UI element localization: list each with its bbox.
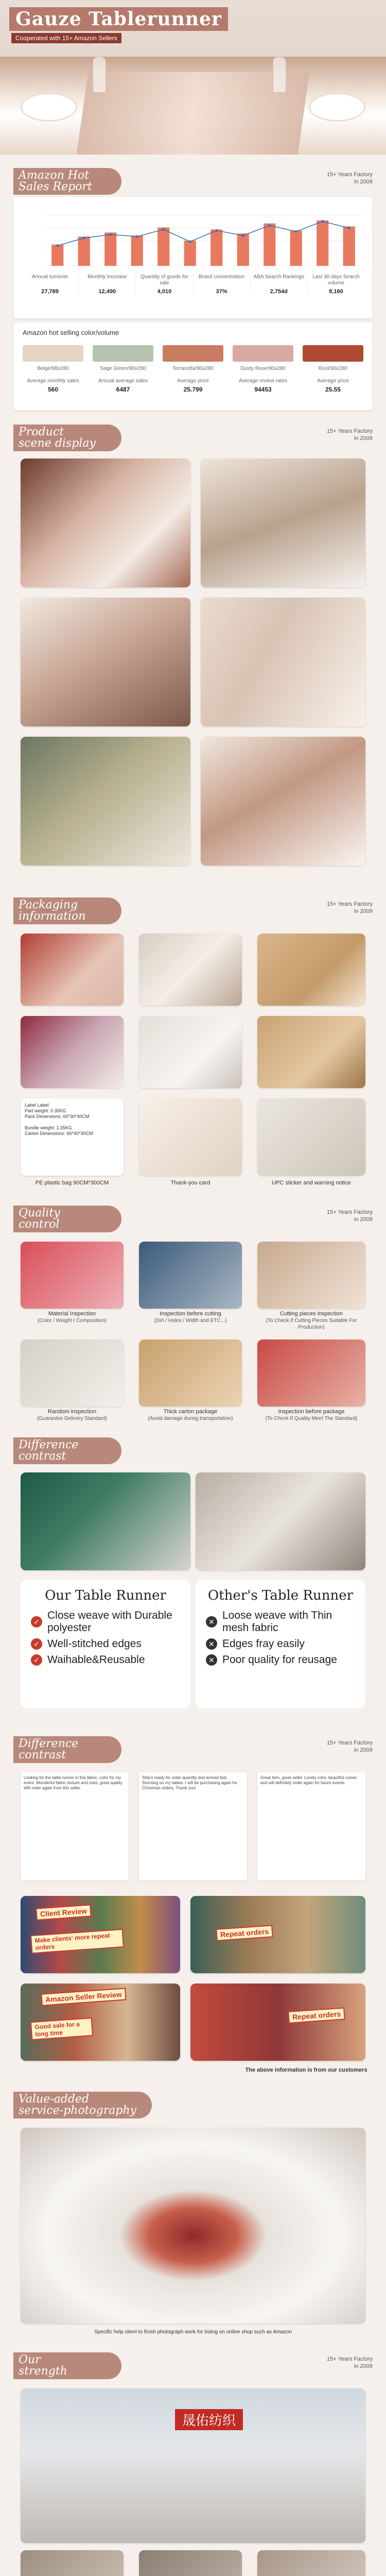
quality-photo [139, 1242, 242, 1309]
quality-caption [257, 1409, 365, 1422]
rust-runner-photo [190, 1984, 365, 2061]
packaging-label: Label Label Part weight: 0.35KG Pack Dimensions: 60*30*40CM Bundle weight: 1.35KG Carton Dimensions: 60*40*30CM [21, 1098, 124, 1176]
swatch-name: Rust/90x280 [318, 366, 348, 371]
bar [78, 236, 90, 266]
cross-icon: ✕ [206, 1616, 217, 1628]
kpi-value: 12,490 [98, 289, 116, 295]
swatch-name: Sage Green/90x280 [100, 366, 146, 371]
packaging-photo [257, 1016, 365, 1088]
kpi-label: Annual turnover [31, 274, 68, 280]
swatch-stats-row [23, 378, 363, 393]
quality-photo [21, 1340, 124, 1406]
glass-image [273, 57, 286, 93]
meta-line1: 15+ Years Factory [327, 901, 373, 907]
kpi-label: Quantity of goods for sale [141, 274, 188, 286]
factory-floor-photo [21, 2550, 124, 2576]
section-header-reviews [0, 1736, 386, 1765]
section-title-line1: Value-added [19, 2093, 90, 2106]
swatch-stat-label: Annual average sales [98, 378, 148, 384]
packaging-caption: PE plastic bag 90CM*300CM [35, 1180, 109, 1186]
scene-photo [201, 737, 365, 866]
swatch-name: Dusty Rose/90x280 [240, 366, 286, 371]
feature-label: Loose weave with Thin mesh fabric [222, 1609, 332, 1634]
packaging-caption: UPC sticker and warning notice [272, 1180, 351, 1186]
swatch-stat-value: 6487 [116, 386, 130, 393]
bar [131, 235, 143, 266]
section-title-line1: Difference [19, 1438, 79, 1451]
swatch-stat [303, 378, 363, 393]
section-title-line1: Quality [19, 1207, 60, 1219]
quality-note: (Dirt / Holes / Width and ETC...) [154, 1318, 227, 1324]
our-runner-photo [21, 1472, 190, 1570]
feature-label: Poor quality for reusage [222, 1654, 337, 1666]
section-title-line2: service-photography [19, 2104, 137, 2117]
section-title-line1: Difference [19, 1737, 79, 1750]
swatch-name: Terracotta/90x280 [172, 366, 214, 371]
photography-studio-photo [21, 2128, 365, 2324]
bar [104, 232, 116, 266]
our-runner-features [21, 1580, 190, 1708]
section-title-line2: contrast [19, 1450, 66, 1463]
quality-note: (Avoid damage during transportation) [148, 1416, 233, 1421]
bar [157, 228, 169, 266]
quality-photo [257, 1242, 365, 1309]
kpi-value: 37% [216, 289, 227, 295]
glass-image [93, 57, 106, 93]
cross-icon: ✕ [206, 1638, 217, 1650]
kpi-value: 27,789 [41, 289, 59, 295]
kpi-item [79, 274, 136, 295]
plate-image [309, 93, 365, 122]
swatch-stat [23, 378, 83, 393]
review-card: Great item, great seller. Lovely color, beautiful runner and will definitely order again for future events. [257, 1772, 365, 1880]
meta-line2: in 2009 [354, 2363, 373, 2369]
factory-floor-photo [139, 2550, 242, 2576]
section-title-line2: Sales Report [19, 180, 92, 193]
bar [264, 224, 275, 266]
check-icon: ✓ [31, 1654, 42, 1666]
plate-image [21, 93, 77, 122]
section-title-line2: control [19, 1218, 60, 1231]
section-title-line1: Our [19, 2353, 41, 2366]
review-tag: Amazon Seller Review [41, 1988, 126, 2006]
review-tag: Repeat orders [216, 1925, 273, 1941]
meta-line1: 15+ Years Factory [327, 428, 373, 434]
bar [237, 233, 249, 266]
page-title: Gauze Tablerunner [9, 7, 228, 31]
cross-icon: ✕ [206, 1654, 217, 1666]
swatch-stat-label: Average price [177, 378, 209, 384]
kpi-label: Brand concentration [198, 274, 245, 280]
packaging-photo [139, 1016, 242, 1088]
other-runner-photo [196, 1472, 365, 1570]
packaging-photo [139, 934, 242, 1006]
quality-photo [21, 1242, 124, 1309]
bar [51, 245, 63, 266]
section-header-scene [0, 425, 386, 453]
thank-you-card-photo [139, 1098, 242, 1176]
section-header-strength [0, 2352, 386, 2381]
swatch-stat-label: Average monthly sales [27, 378, 79, 384]
our-runner-title: Our Table Runner [45, 1588, 166, 1603]
quality-note: (Color / Weight / Composition) [38, 1318, 107, 1324]
section-title-line2: contrast [19, 1749, 66, 1761]
packaging-photo [257, 934, 365, 1006]
swatch-stat [93, 378, 153, 393]
sales-report-card [13, 197, 373, 318]
photography-caption: Specific help client to finish photograph work for listing on online shop such as Amazon [94, 2329, 292, 2335]
color-swatch [163, 345, 223, 371]
kpi-value: 4,010 [157, 289, 172, 295]
review-tag: Good sale for a long time [30, 2018, 93, 2040]
feature-label: Close weave with Durable polyester [47, 1609, 172, 1634]
review-tag: Repeat orders [288, 2007, 345, 2024]
quality-label: Inspection before cutting [160, 1311, 221, 1317]
section-title-line1: Product [19, 426, 64, 438]
section-header-quality [0, 1206, 386, 1234]
quality-caption [257, 1311, 365, 1331]
section-title-line2: strength [19, 2365, 67, 2378]
color-swatch [303, 345, 363, 371]
swatch-stat-label: Average review rates [239, 378, 287, 384]
swatch-stat [233, 378, 293, 393]
sales-chart [13, 200, 373, 272]
bar [343, 227, 355, 266]
section-header-photography [0, 2092, 386, 2121]
review-tag: Make clients' more repeat orders [30, 1929, 124, 1954]
quality-photo [257, 1340, 365, 1406]
swatch-stat [163, 378, 223, 393]
kpi-item [251, 274, 308, 295]
meta-line2: in 2009 [354, 1747, 373, 1753]
swatch-color [233, 345, 293, 362]
section-title-line1: Amazon Hot [19, 169, 90, 182]
quality-label: Material Inspection [48, 1311, 96, 1317]
color-swatch [93, 345, 153, 371]
swatch-name: Beige/98x280 [37, 366, 69, 371]
quality-caption [139, 1311, 242, 1324]
kpi-label: ABA Search Rankings [253, 274, 304, 280]
swatch-stat-value: 25.799 [183, 386, 203, 393]
factory-sign: 晟佑纺织 [175, 2409, 243, 2430]
meta-line1: 15+ Years Factory [327, 172, 373, 178]
swatch-stat-label: Average price [317, 378, 349, 384]
factory-building-photo [21, 2388, 365, 2543]
hero-subtitle: Cooperated with 15+ Amazon Sellers [11, 33, 121, 43]
quality-label: Inspection before package [278, 1409, 345, 1415]
kpi-item [136, 274, 193, 295]
review-card: Ship's ready for order quantity and arrived fast. Stunning on my tables. I will be purchasing again for Christmas orders. Thank you! [139, 1772, 247, 1880]
packaging-photo [21, 1016, 124, 1088]
kpi-item [194, 274, 251, 295]
reviews-note: The above information is from our customers [245, 2067, 367, 2073]
swatch-color [163, 345, 223, 362]
swatch-color [93, 345, 153, 362]
quality-label: Cutting pieces inspection [279, 1311, 343, 1317]
quality-photo [139, 1340, 242, 1406]
kpi-item [308, 274, 364, 295]
hot-color-card [13, 323, 373, 410]
bar [290, 230, 302, 266]
review-tag: Client Review [36, 1904, 91, 1920]
meta-line1: 15+ Years Factory [327, 2356, 373, 2362]
quality-label: Thick carton package [163, 1409, 218, 1415]
bar [184, 241, 196, 266]
feature-label: Well-stitched edges [47, 1638, 142, 1650]
quality-caption [139, 1409, 242, 1422]
series-line [58, 222, 349, 246]
meta-line1: 15+ Years Factory [327, 1740, 373, 1746]
quality-label: Random inspection [47, 1409, 97, 1415]
meta-line2: in 2009 [354, 1216, 373, 1223]
packaging-photo [21, 934, 124, 1006]
bar [317, 221, 328, 266]
scene-photo [201, 459, 365, 587]
color-swatch [233, 345, 293, 371]
check-icon: ✓ [31, 1616, 42, 1628]
scene-photo [201, 598, 365, 726]
bar [210, 229, 222, 266]
meta-line2: in 2009 [354, 908, 373, 914]
section-title-line1: Packaging [19, 899, 78, 911]
section-header-packaging [0, 897, 386, 926]
factory-floor-photo [257, 2550, 365, 2576]
kpi-value: 2,754d [270, 289, 288, 295]
section-title-line2: scene display [19, 437, 96, 450]
feature-label: Waihable&Reusable [47, 1654, 145, 1666]
kpi-label: Last 30 days Search volume [312, 274, 360, 286]
feature-label: Edges fray easily [222, 1638, 305, 1650]
hero-banner [0, 0, 386, 155]
quality-note: (Guarantee Delivery Standard) [37, 1416, 108, 1421]
section-header-difference [0, 1437, 386, 1466]
swatch-color [303, 345, 363, 362]
quality-caption [21, 1409, 124, 1422]
swatch-stat-value: 94453 [254, 386, 272, 393]
upc-sticker-photo [257, 1098, 365, 1176]
meta-line2: in 2009 [354, 435, 373, 442]
kpi-label: Monthly Increase [87, 274, 127, 280]
scene-photo [21, 737, 190, 866]
meta-line1: 15+ Years Factory [327, 1209, 373, 1215]
kpi-value: 9,160 [329, 289, 343, 295]
other-runner-features [196, 1580, 365, 1708]
check-icon: ✓ [31, 1638, 42, 1650]
other-runner-title: Other's Table Runner [207, 1588, 354, 1603]
packaging-caption: Thank-you card [170, 1180, 210, 1186]
swatch-title: Amazon hot selling color/volume [23, 329, 119, 336]
section-title-line2: information [19, 910, 86, 923]
kpi-item [22, 274, 79, 295]
kpi-row [22, 274, 364, 295]
quality-caption [21, 1311, 124, 1324]
scene-photo [21, 598, 190, 726]
meta-line2: in 2009 [354, 179, 373, 185]
swatch-stat-value: 560 [47, 386, 59, 393]
section-header-report [0, 168, 386, 197]
color-swatch [23, 345, 83, 371]
swatch-stat-value: 25.55 [325, 386, 341, 393]
review-card: Looking for the table runner in this fabric, color for my event. Wonderful fabric texture and color, great quality. Will order again from this seller. [21, 1772, 129, 1880]
scene-photo [21, 459, 190, 587]
swatch-row [23, 345, 363, 371]
swatch-color [23, 345, 83, 362]
quality-note: (To Check if Cutting Pieces Suitable For Production) [266, 1318, 357, 1330]
quality-note: (To Check If Quality Meet The Standard) [265, 1416, 358, 1421]
